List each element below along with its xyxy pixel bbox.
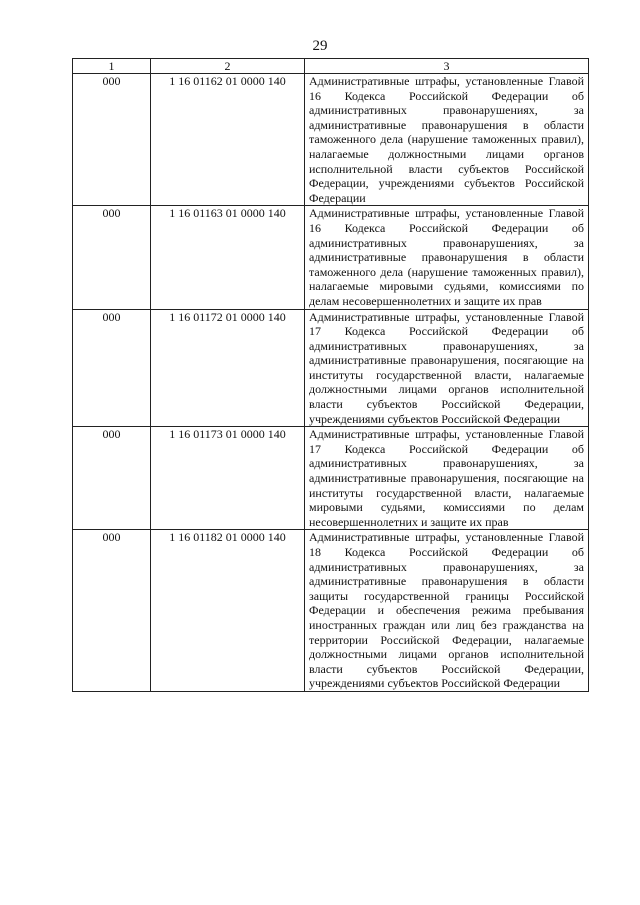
table-row [73, 206, 589, 309]
description-cell: Административные штрафы, установленные Главой 16 Кодекса Российской Федерации об административных правонарушениях, за административные правонарушения в области таможенного дела (нарушение таможенных правил), налагаемые должностными лицами органов исполнительной власти субъектов Российской Федерации, учреждениями субъектов Российской Федерации [305, 74, 589, 206]
table-row [73, 74, 589, 206]
budget-code-cell: 1 16 01173 01 0000 140 [151, 427, 305, 530]
table-row [73, 427, 589, 530]
table-row [73, 530, 589, 692]
admin-code-cell: 000 [73, 74, 151, 206]
table-header-row [73, 59, 589, 74]
admin-code-cell: 000 [73, 206, 151, 309]
header-col-3: 3 [305, 59, 589, 74]
budget-code-cell: 1 16 01172 01 0000 140 [151, 309, 305, 427]
admin-code-cell: 000 [73, 530, 151, 692]
description-cell: Административные штрафы, установленные Главой 16 Кодекса Российской Федерации об административных правонарушениях, за административные правонарушения в области таможенного дела (нарушение таможенных правил), налагаемые мировыми судьями, комиссиями по делам несовершеннолетних и защите их прав [305, 206, 589, 309]
description-cell: Административные штрафы, установленные Главой 17 Кодекса Российской Федерации об административных правонарушениях, за административные правонарушения, посягающие на институты государственной власти, налагаемые мировыми судьями, комиссиями по делам несовершеннолетних и защите их прав [305, 427, 589, 530]
budget-code-cell: 1 16 01163 01 0000 140 [151, 206, 305, 309]
description-cell: Административные штрафы, установленные Главой 17 Кодекса Российской Федерации об административных правонарушениях, за административные правонарушения, посягающие на институты государственной власти, налагаемые должностными лицами органов исполнительной власти субъектов Российской Федерации, учреждениями субъектов Российской Федерации [305, 309, 589, 427]
table-row [73, 309, 589, 427]
header-col-2: 2 [151, 59, 305, 74]
admin-code-cell: 000 [73, 427, 151, 530]
budget-code-cell: 1 16 01182 01 0000 140 [151, 530, 305, 692]
page-number: 29 [312, 38, 328, 54]
budget-codes-table [72, 58, 589, 692]
budget-code-cell: 1 16 01162 01 0000 140 [151, 74, 305, 206]
header-col-1: 1 [73, 59, 151, 74]
description-cell: Административные штрафы, установленные Главой 18 Кодекса Российской Федерации об административных правонарушениях, за административные правонарушения в области защиты государственной границы Российской Федерации и обеспечения режима пребывания иностранных граждан или лиц без гражданства на территории Российской Федерации, налагаемые должностными лицами органов исполнительной власти субъектов Российской Федерации, учреждениями субъектов Российской Федерации [305, 530, 589, 692]
admin-code-cell: 000 [73, 309, 151, 427]
